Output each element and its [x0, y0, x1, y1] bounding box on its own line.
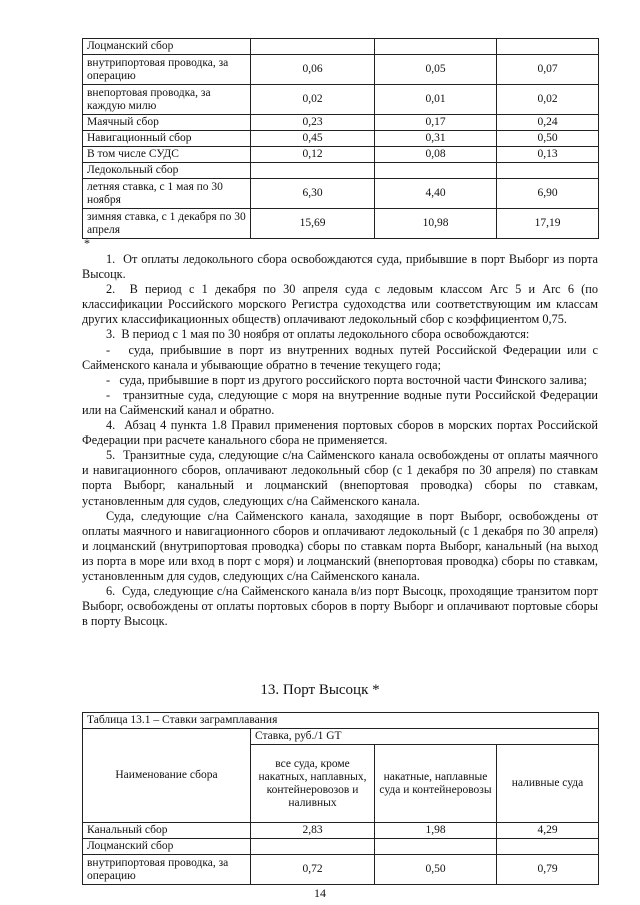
- table-13-1: [82, 712, 599, 885]
- note-5: 5. Транзитные суда, следующие с/на Сайменского канала освобождены от оплаты маячного и навигационного сборов, оплачивают ледокольный сбор (с 1 декабря по 30 апреля) по ставкам порта Выборг, канальный и лоцманский (внепортовая проводка) сборы по ставкам, установленным для судов, следующих с/на Сайменского канала.: [82, 448, 598, 508]
- rate-cell: 0,12: [251, 147, 375, 163]
- table-caption-row: [83, 713, 599, 729]
- rate-cell: [375, 163, 497, 179]
- port-fees-table-continued: [82, 38, 599, 239]
- rate-cell: 0,50: [375, 855, 497, 885]
- rate-cell: 0,07: [497, 55, 599, 85]
- column-header: наливные суда: [497, 745, 599, 823]
- note-3-item-2: - суда, прибывшие в порт из другого российского порта восточной части Финского залива;: [106, 372, 588, 387]
- rate-cell: 4,29: [497, 823, 599, 839]
- rate-cell: 2,83: [251, 823, 375, 839]
- note-3-item-3: - транзитные суда, следующие с моря на внутренние водные пути Российской Федерации или на Сайменский канал и обратно.: [82, 387, 598, 417]
- rate-cell: [251, 839, 375, 855]
- rate-header: Ставка, руб./1 GT: [251, 729, 599, 745]
- footnotes: [82, 252, 598, 629]
- table-caption: Таблица 13.1 – Ставки заграмплавания: [83, 713, 599, 729]
- rate-cell: 0,02: [497, 85, 599, 115]
- fee-name-cell: Лоцманский сбор: [83, 839, 251, 855]
- note-4: 4. Абзац 4 пункта 1.8 Правил применения портовых сборов в морских портах Российской Федерации при расчете канального сбора не применяется.: [82, 418, 598, 448]
- table-row: [83, 115, 599, 131]
- table-row: [83, 131, 599, 147]
- note-1: 1. От оплаты ледокольного сбора освобождаются суда, прибывшие в порт Выборг из порта Высоцк.: [82, 252, 598, 282]
- rate-cell: [497, 39, 599, 55]
- note-3: 3. В период с 1 мая по 30 ноября от оплаты ледокольного сбора освобождаются:: [106, 327, 530, 342]
- rate-cell: [497, 839, 599, 855]
- rate-cell: [251, 39, 375, 55]
- note-3-item-1: - суда, прибывшие в порт из внутренних водных путей Российской Федерации или с Сайменского канала и убывающие обратно в течение текущего года;: [82, 342, 598, 372]
- fee-name-cell: Маячный сбор: [83, 115, 251, 131]
- rate-cell: 0,45: [251, 131, 375, 147]
- rate-cell: 0,50: [497, 131, 599, 147]
- fee-name-cell: зимняя ставка, с 1 декабря по 30 апреля: [83, 209, 251, 239]
- fee-name-cell: Навигационный сбор: [83, 131, 251, 147]
- table-row: [83, 179, 599, 209]
- table-row: [83, 147, 599, 163]
- section-title: 13. Порт Высоцк *: [260, 682, 380, 698]
- rate-cell: 0,72: [251, 855, 375, 885]
- table-row: [83, 39, 599, 55]
- footnote-marker: *: [84, 236, 90, 250]
- fee-name-header: Наименование сбора: [83, 729, 251, 823]
- rate-cell: 0,79: [497, 855, 599, 885]
- note-6: 6. Суда, следующие с/на Сайменского канала в/из порт Высоцк, проходящие транзитом порт Выборг, освобождены от оплаты портовых сборов в порту Выборг и оплачивают портовые сборы в порту Высоцк.: [82, 584, 598, 629]
- fee-name-cell: Ледокольный сбор: [83, 163, 251, 179]
- page-number: 14: [314, 886, 326, 900]
- table-row: [83, 163, 599, 179]
- rate-cell: 4,40: [375, 179, 497, 209]
- rate-cell: 10,98: [375, 209, 497, 239]
- rate-cell: 0,05: [375, 55, 497, 85]
- rate-cell: 0,01: [375, 85, 497, 115]
- rate-cell: 0,06: [251, 55, 375, 85]
- table-row: [83, 823, 599, 839]
- fee-name-cell: В том числе СУДС: [83, 147, 251, 163]
- rate-cell: 0,17: [375, 115, 497, 131]
- table-header-row: [83, 729, 599, 745]
- fee-name-cell: Лоцманский сбор: [83, 39, 251, 55]
- fee-name-cell: внепортовая проводка, за каждую милю: [83, 85, 251, 115]
- fee-name-cell: внутрипортовая проводка, за операцию: [83, 855, 251, 885]
- rate-cell: 17,19: [497, 209, 599, 239]
- fee-name-cell: летняя ставка, с 1 мая по 30 ноября: [83, 179, 251, 209]
- rate-cell: 0,08: [375, 147, 497, 163]
- fee-name-cell: внутрипортовая проводка, за операцию: [83, 55, 251, 85]
- table-row: [83, 839, 599, 855]
- rate-cell: [375, 839, 497, 855]
- table-row: [83, 209, 599, 239]
- note-2: 2. В период с 1 декабря по 30 апреля суда с ледовым классом Arc 5 и Arc 6 (по классификации Российского морского Регистра судоходства или соответствующим им классам других классификационных обществ) оплачивают ледокольный сбор с коэффициентом 0,75.: [82, 282, 598, 327]
- rate-cell: [375, 39, 497, 55]
- note-5-continued: Суда, следующие с/на Сайменского канала, заходящие в порт Выборг, освобождены от оплаты маячного и навигационного сборов и оплачивают ледокольный (с 1 декабря по 30 апреля) и лоцманский (внутрипортовая проводка) сборы по ставкам порта Выборг, канальный (на выход из порта в море или вход в порт с моря) и лоцманский (внепортовая проводка) сборы по ставкам, установленным для судов, следующих с/на Сайменского канала.: [82, 508, 598, 583]
- rate-cell: 1,98: [375, 823, 497, 839]
- rate-cell: 6,90: [497, 179, 599, 209]
- rate-cell: 0,13: [497, 147, 599, 163]
- rate-cell: 0,24: [497, 115, 599, 131]
- rate-cell: [251, 163, 375, 179]
- rate-cell: 6,30: [251, 179, 375, 209]
- table-row: [83, 855, 599, 885]
- rate-cell: 0,02: [251, 85, 375, 115]
- table-row: [83, 55, 599, 85]
- column-header: накатные, наплавные суда и контейнеровозы: [375, 745, 497, 823]
- rate-cell: 0,23: [251, 115, 375, 131]
- column-header: все суда, кроме накатных, наплавных, контейнеровозов и наливных: [251, 745, 375, 823]
- table-row: [83, 85, 599, 115]
- rate-cell: 15,69: [251, 209, 375, 239]
- fee-name-cell: Канальный сбор: [83, 823, 251, 839]
- rate-cell: [497, 163, 599, 179]
- rate-cell: 0,31: [375, 131, 497, 147]
